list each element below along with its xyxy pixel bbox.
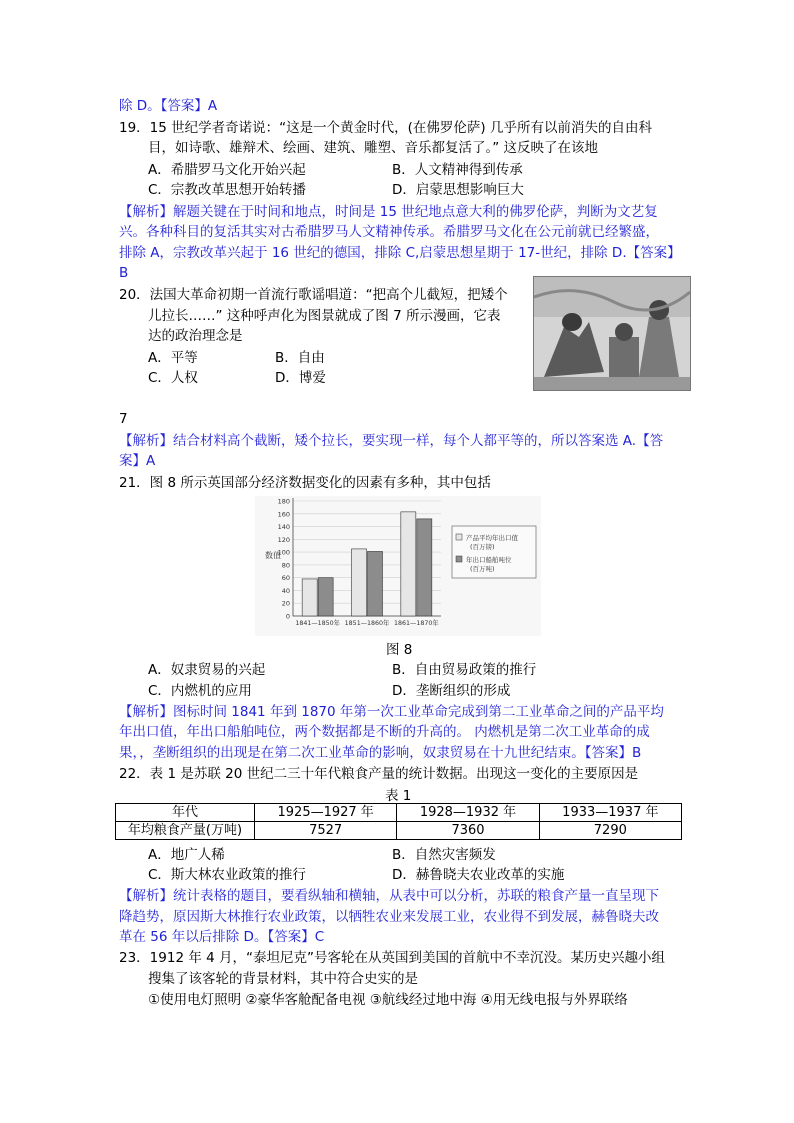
q22-option-b: B．自然灾害频发 xyxy=(392,847,496,863)
q20-stem-2: 儿拉长……” 这种呼声化为图景就成了图 7 所示漫画，它表 xyxy=(148,308,501,324)
y-tick-label: 20 xyxy=(281,599,290,608)
bar xyxy=(352,549,367,616)
q22-option-d: D．赫鲁晓夫农业改革的实施 xyxy=(392,867,565,883)
q19-stem-2: 目，如诗歌、雄辩术、绘画、建筑、雕塑、音乐都复活了。” 这反映了在该地 xyxy=(148,140,599,156)
legend-label: (百万吨) xyxy=(470,565,495,573)
q21-option-a: A．奴隶贸易的兴起 xyxy=(148,662,266,678)
y-tick-label: 60 xyxy=(281,574,290,583)
y-tick-label: 80 xyxy=(281,561,290,570)
q21-analysis-1: 【解析】图标时间 1841 年到 1870 年第一次工业革命完成到第二工业革命之间的产品平均 xyxy=(119,704,664,720)
q22-analysis-1: 【解析】统计表格的题目，要看纵轴和横轴，从表中可以分析，苏联的粮食产量一直呈现下 xyxy=(119,888,659,904)
q19-analysis-3: 排除 A，宗教改革兴起于 16 世纪的德国，排除 C,启蒙思想星期于 17-世纪，排除 D.【答案】 xyxy=(119,245,681,261)
q22-analysis-3: 革在 56 年以后排除 D。【答案】C xyxy=(119,929,325,945)
x-tick-label: 1841—1850年 xyxy=(295,620,340,627)
legend-label: 产品平均年出口值 xyxy=(466,534,518,542)
table-header-cell: 1933—1937 年 xyxy=(539,804,681,822)
table-cell: 年均粮食产量(万吨) xyxy=(116,822,255,840)
q19-option-d: D．启蒙思想影响巨大 xyxy=(392,182,524,198)
y-tick-label: 0 xyxy=(285,612,290,621)
q21-stem: 21．图 8 所示英国部分经济数据变化的因素有多种，其中包括 xyxy=(119,475,491,491)
q19-stem-1: 19．15 世纪学者奇诺说：“这是一个黄金时代，(在佛罗伦萨) 几乎所有以前消失的自由科 xyxy=(119,120,652,136)
bar xyxy=(302,579,317,616)
table-row xyxy=(116,822,682,840)
y-tick-label: 40 xyxy=(281,586,290,595)
q19-option-b: B．人文精神得到传承 xyxy=(392,162,523,178)
legend-label: 年出口船舶吨位 xyxy=(466,556,512,564)
x-tick-label: 1861—1870年 xyxy=(394,620,439,627)
q20-analysis-2: 案】A xyxy=(119,453,156,469)
q22-analysis-2: 降趋势，原因斯大林推行农业政策，以牺牲农业来发展工业，农业得不到发展，赫鲁晓夫改 xyxy=(119,909,659,925)
bar xyxy=(401,512,416,616)
bar xyxy=(368,551,383,616)
q20-stem-1: 20．法国大革命初期一首流行歌谣唱道：“把高个儿截短，把矮个 xyxy=(119,287,508,303)
table-cell: 7527 xyxy=(255,822,397,840)
q23-items: ①使用电灯照明 ②豪华客舱配备电视 ③航线经过地中海 ④用无线电报与外界联络 xyxy=(148,992,628,1008)
q19-option-c: C．宗教改革思想开始转播 xyxy=(148,182,306,198)
q21-analysis-2: 年出口值，年出口船舶吨位，两个数据都是不断的升高的。 内燃机是第二次工业革命的成 xyxy=(119,724,650,740)
table-cell: 7360 xyxy=(397,822,539,840)
q23-stem-1: 23．1912 年 4 月，“泰坦尼克”号客轮在从英国到美国的首航中不幸沉没。某历史兴趣小组 xyxy=(119,950,665,966)
q20-option-b: B．自由 xyxy=(275,350,325,366)
q22-option-a: A．地广人稀 xyxy=(148,847,225,863)
q20-option-a: A．平等 xyxy=(148,350,198,366)
y-tick-label: 160 xyxy=(277,510,290,519)
y-tick-label: 180 xyxy=(277,497,290,506)
figure-7-cartoon xyxy=(533,276,691,391)
table-1-title: 表 1 xyxy=(385,788,412,804)
prev-answer: 除 D。【答案】A xyxy=(119,98,218,114)
figure-8-chart xyxy=(255,496,541,636)
q20-option-d: D．博爱 xyxy=(275,370,326,386)
y-tick-label: 140 xyxy=(277,523,290,532)
legend-swatch xyxy=(456,556,462,562)
q20-analysis-1: 【解析】结合材料高个截断，矮个拉长，要实现一样，每个人都平等的，所以答案选 A.【答 xyxy=(119,433,664,449)
q21-option-d: D．垄断组织的形成 xyxy=(392,683,511,699)
table-cell: 7290 xyxy=(539,822,681,840)
table-header-cell: 1928—1932 年 xyxy=(397,804,539,822)
table-1 xyxy=(115,803,682,840)
q20-option-c: C．人权 xyxy=(148,370,198,386)
q21-option-b: B．自由贸易政策的推行 xyxy=(392,662,537,678)
figure-7-label: 7 xyxy=(119,411,128,427)
y-axis-label: 数值 xyxy=(265,551,281,560)
table-header-cell: 1925—1927 年 xyxy=(255,804,397,822)
q19-analysis-1: 【解析】解题关键在于时间和地点，时间是 15 世纪地点意大利的佛罗伦萨，判断为文艺复 xyxy=(119,204,658,220)
chart-svg xyxy=(255,496,541,636)
q21-option-c: C．内燃机的应用 xyxy=(148,683,252,699)
q20-stem-3: 达的政治理念是 xyxy=(148,328,243,344)
q19-analysis-4: B xyxy=(119,265,129,281)
q22-stem: 22．表 1 是苏联 20 世纪二三十年代粮食产量的统计数据。出现这一变化的主要原因是 xyxy=(119,766,639,782)
y-tick-label: 120 xyxy=(277,535,290,544)
q23-stem-2: 搜集了该客轮的背景材料，其中符合史实的是 xyxy=(148,971,418,987)
q19-analysis-2: 兴。各种科目的复活其实对古希腊罗马人文精神传承。希腊罗马文化在公元前就已经繁盛， xyxy=(119,224,659,240)
figure-8-caption: 图 8 xyxy=(386,642,413,658)
legend-swatch xyxy=(456,534,462,540)
q19-option-a: A．希腊罗马文化开始兴起 xyxy=(148,162,306,178)
q22-option-c: C．斯大林农业政策的推行 xyxy=(148,867,306,883)
table-header-cell: 年代 xyxy=(116,804,255,822)
bar xyxy=(318,578,333,616)
x-tick-label: 1851—1860年 xyxy=(344,620,390,627)
y-tick-label: 100 xyxy=(277,548,290,557)
bar xyxy=(417,519,432,616)
q21-analysis-3: 果，，垄断组织的出现是在第二次工业革命的影响，奴隶贸易在十九世纪结束。【答案】B xyxy=(119,745,642,761)
legend-label: (百万镑) xyxy=(470,543,495,551)
table-header-row xyxy=(116,804,682,822)
